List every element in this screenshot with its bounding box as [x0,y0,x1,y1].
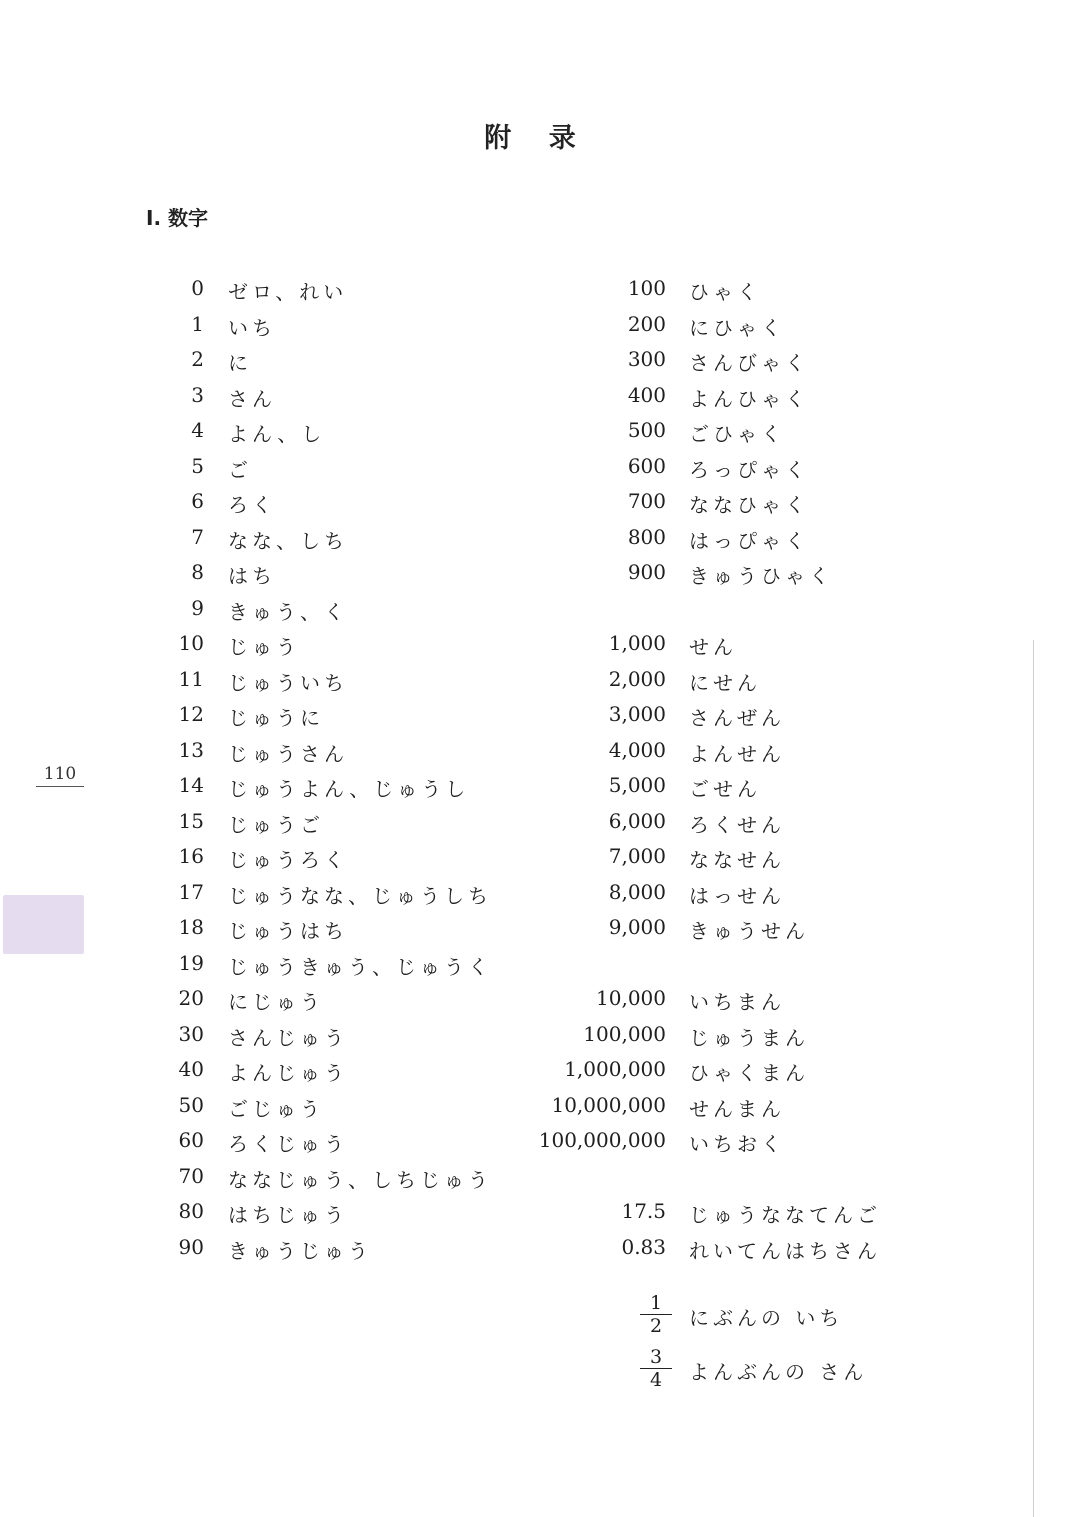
fraction-numerator: 1 [640,1292,672,1315]
number-reading: はち [228,564,276,588]
number-reading: じゅうろく [228,848,348,872]
number-value: 10 [178,631,204,655]
number-reading: さん [228,386,276,411]
number-value: 20 [178,986,204,1010]
number-reading: ろくじゅう [228,1132,348,1156]
number-reading: きゅうせん [689,919,809,943]
number-value: 8 [191,560,204,584]
fraction [640,1292,672,1337]
number-value: 5 [191,453,204,478]
number-value: 12 [178,702,204,726]
page-title: 附 录 [484,123,590,154]
number-value: 500 [627,418,666,442]
number-value: 0 [191,276,204,300]
number-reading: さんびゃく [689,351,809,375]
number-value: 7 [191,524,204,549]
fraction-reading: よんぶんの さん [689,1360,868,1384]
number-value: 90 [178,1234,204,1259]
number-value: 14 [178,773,204,797]
number-reading: ななせん [689,848,785,872]
number-reading: ひゃくまん [689,1061,809,1085]
number-reading: ご [228,457,252,482]
number-value: 2,000 [608,666,666,691]
fraction-denominator: 4 [649,1369,663,1391]
number-value: 30 [178,1021,204,1046]
number-reading: じゅうななてんご [689,1203,881,1227]
number-reading: はっせん [689,883,785,908]
page-number: 110 [36,764,84,787]
number-reading: にひゃく [689,315,785,340]
number-reading: ごせん [689,777,761,801]
number-value: 11 [178,666,204,691]
number-reading: じゅうきゅう、じゅうく [228,954,492,979]
number-value: 2 [191,347,204,371]
number-value: 10,000 [596,986,666,1010]
fraction [640,1346,672,1391]
number-reading: きゅうじゅう [228,1238,372,1263]
number-value: 70 [178,1163,204,1188]
fraction-reading: にぶんの いち [689,1306,844,1330]
number-value: 800 [627,524,666,549]
number-reading: じゅうよん、じゅうし [228,777,470,801]
number-value: 10,000,000 [551,1092,666,1117]
number-value: 60 [178,1128,204,1152]
number-value: 3 [191,382,204,407]
number-value: 40 [178,1057,204,1081]
number-value: 1,000,000 [564,1057,666,1081]
number-reading: じゅういち [228,670,348,695]
number-reading: ろっぴゃく [689,457,809,482]
number-reading: じゅうさん [228,741,348,766]
number-reading: はっぴゃく [689,528,809,553]
number-value: 0.83 [621,1234,666,1259]
number-reading: じゅうはち [228,919,348,943]
number-reading: れいてんはちさん [689,1238,881,1263]
number-reading: じゅう [228,635,300,659]
number-value: 19 [178,950,204,975]
number-value: 4,000 [608,737,666,762]
number-reading: よんじゅう [228,1061,348,1085]
number-value: 80 [178,1199,204,1223]
number-value: 7,000 [608,844,666,868]
number-reading: さんじゅう [228,1025,348,1050]
number-reading: いち [228,315,276,340]
number-reading: きゅうひゃく [689,564,833,588]
number-value: 9,000 [608,915,666,939]
number-value: 6,000 [608,808,666,833]
number-reading: ななじゅう、しちじゅう [228,1167,492,1192]
number-value: 300 [627,347,666,371]
number-value: 1,000 [608,631,666,655]
number-value: 17 [178,879,204,904]
number-value: 900 [627,560,666,584]
number-reading: いちまん [689,990,785,1014]
number-reading: ななひゃく [689,493,809,517]
number-value: 200 [627,311,666,336]
number-reading: ごひゃく [689,422,785,446]
number-reading: ろく [228,493,276,517]
number-reading: よんせん [689,741,785,766]
page-edge-line [1033,640,1034,1517]
number-value: 15 [178,808,204,833]
number-reading: じゅうなな、じゅうしち [228,883,492,908]
number-value: 600 [627,453,666,478]
number-value: 1 [191,311,204,336]
number-value: 9 [191,595,204,620]
number-reading: ゼロ、れい [228,280,348,304]
number-reading: ごじゅう [228,1096,324,1121]
number-reading: ひゃく [689,280,761,304]
number-reading: ろくせん [689,812,785,837]
number-value: 4 [191,418,204,442]
number-reading: せん [689,635,737,659]
number-value: 13 [178,737,204,762]
number-reading: なな、しち [228,528,348,553]
number-value: 6 [191,489,204,513]
fraction-denominator: 2 [649,1315,663,1337]
number-value: 100 [627,276,666,300]
number-value: 18 [178,915,204,939]
number-reading: いちおく [689,1132,785,1156]
number-value: 3,000 [608,702,666,726]
number-value: 8,000 [608,879,666,904]
number-reading: じゅうご [228,812,324,837]
page-thumb-tab [3,895,84,954]
number-reading: はちじゅう [228,1203,348,1227]
number-value: 16 [178,844,204,868]
number-reading: きゅう、く [228,599,348,624]
number-value: 100,000,000 [538,1128,666,1152]
section-heading: Ⅰ. 数字 [146,206,209,230]
number-reading: よんひゃく [689,386,809,411]
fraction-numerator: 3 [640,1346,672,1369]
number-reading: にせん [689,670,761,695]
number-reading: じゅうに [228,706,324,730]
number-value: 700 [627,489,666,513]
number-value: 17.5 [621,1199,666,1223]
number-reading: さんぜん [689,706,785,730]
number-value: 50 [178,1092,204,1117]
number-reading: よん、し [228,422,326,446]
number-reading: に [228,351,252,375]
number-reading: じゅうまん [689,1025,809,1050]
number-value: 400 [627,382,666,407]
number-value: 100,000 [583,1021,666,1046]
number-value: 5,000 [608,773,666,797]
number-reading: せんまん [689,1096,785,1121]
number-reading: にじゅう [228,990,324,1014]
